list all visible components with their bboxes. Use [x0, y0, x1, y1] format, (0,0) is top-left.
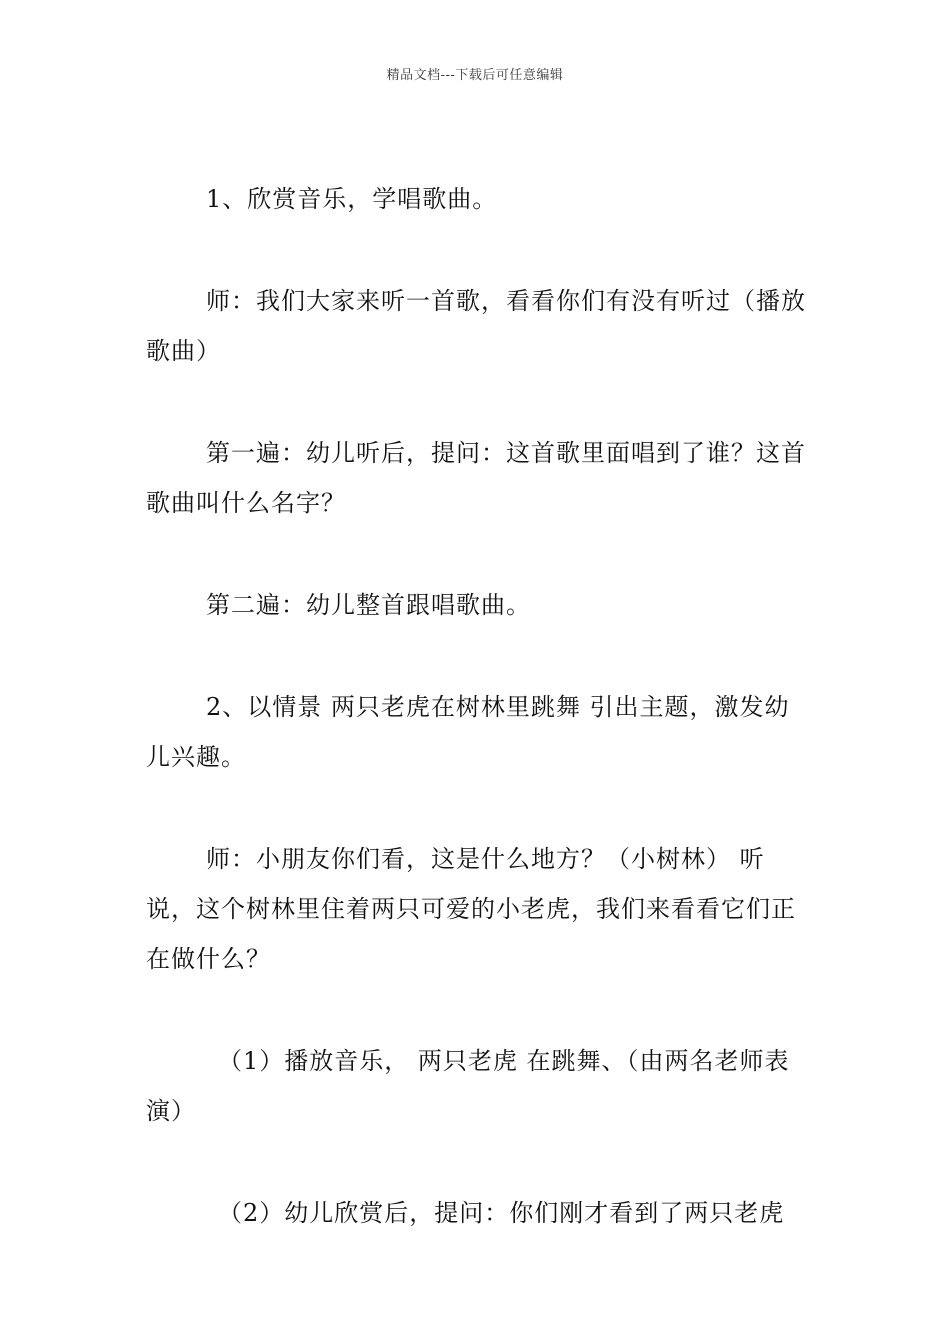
paragraph-teacher-forest: 师：小朋友你们看，这是什么地方？（小树林） 听说，这个树林里住着两只可爱的小老虎，我们来看看它们正在做什么？ — [146, 845, 796, 973]
paragraph-first-listen: 第一遍：幼儿听后，提问：这首歌里面唱到了谁？这首歌曲叫什么名字？ — [146, 439, 806, 517]
paragraph-sub-1: （1）播放音乐， 两只老虎 在跳舞、（由两名老师表演） — [146, 1047, 790, 1125]
paragraph-sub-2: （2）幼儿欣赏后，提问：你们刚才看到了两只老虎 — [218, 1199, 785, 1227]
paragraph-step-2: 2、以情景 两只老虎在树林里跳舞 引出主题，激发幼儿兴趣。 — [146, 693, 790, 771]
paragraph-step-1: 1、欣赏音乐，学唱歌曲。 — [206, 185, 498, 213]
document-body — [146, 174, 808, 1290]
paragraph-second-listen: 第二遍：幼儿整首跟唱歌曲。 — [206, 591, 531, 619]
paragraph-teacher-intro: 师：我们大家来听一首歌，看看你们有没有听过（播放歌曲） — [146, 287, 806, 365]
page-header: 精品文档---下载后可任意编辑 — [386, 68, 564, 83]
